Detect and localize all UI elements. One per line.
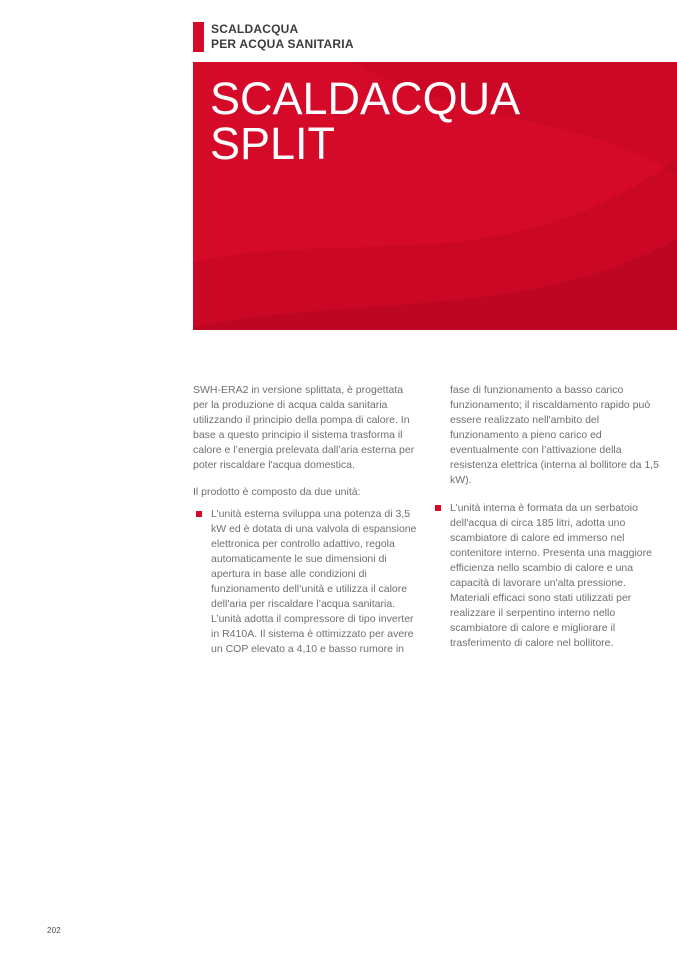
list-item-text: L’unità interna è formata da un serbatoio dell'acqua di circa 185 litri, adotta uno scambiatore di calore ed immerso nel contenitore interno. Presenta una maggiore efficienza nello scambio di calore e una capacità di lavorare un'alta pressione. Materiali efficaci sono stati utilizzati per realizzare il serpentino interno nello scambiatore di calore e migliorare il trasferimento di calore nel bollitore. (450, 502, 652, 649)
left-column (193, 383, 417, 657)
section-header-text (211, 22, 354, 52)
section-header-line2: PER ACQUA SANITARIA (211, 37, 354, 51)
hero-banner (193, 62, 677, 330)
section-header-line1: SCALDACQUA (211, 22, 299, 36)
red-accent-bar-icon (193, 22, 204, 52)
right-column (433, 383, 667, 651)
lead-in-paragraph: Il prodotto è composto da due unità: (193, 486, 361, 498)
page-title-line1: SCALDACQUA (210, 73, 521, 124)
list-item-text: L’unità esterna sviluppa una potenza di 3,5 kW ed è dotata di una valvola di espansione elettronica per controllo adattivo, regola automaticamente le sue dimensioni di apertura in base alle condizioni di funzionamento dell’unità e utilizza il calore dell'aria per riscaldare l’acqua sanitaria. L’unità adotta il compressore di tipo inverter in R410A. Il sistema è ottimizzato per avere un COP elevato a 4,10 e basso rumore in (211, 508, 417, 655)
red-square-bullet-icon (196, 511, 202, 517)
list-item (433, 501, 667, 651)
page-title (210, 73, 521, 169)
list-item (193, 507, 417, 657)
page-title-line2: SPLIT (210, 118, 336, 169)
red-square-bullet-icon (435, 505, 441, 511)
intro-paragraph: SWH-ERA2 in versione splittata, è progettata per la produzione di acqua calda sanitaria utilizzando il principio della pompa di calore. In base a questo principio il sistema trasforma il calore e l’energia prelevata dall’aria esterna per poter riscaldare l'acqua domestica. (193, 384, 415, 471)
page-number: 202 (47, 926, 61, 935)
continuation-paragraph: fase di funzionamento a basso carico funzionamento; il riscaldamento rapido può essere realizzato nell'ambito del funzionamento a pieno carico ed eventualmente con l’attivazione della resistenza elettrica (interna al bollitore da 1,5 kW). (450, 384, 659, 486)
section-header (193, 22, 354, 52)
